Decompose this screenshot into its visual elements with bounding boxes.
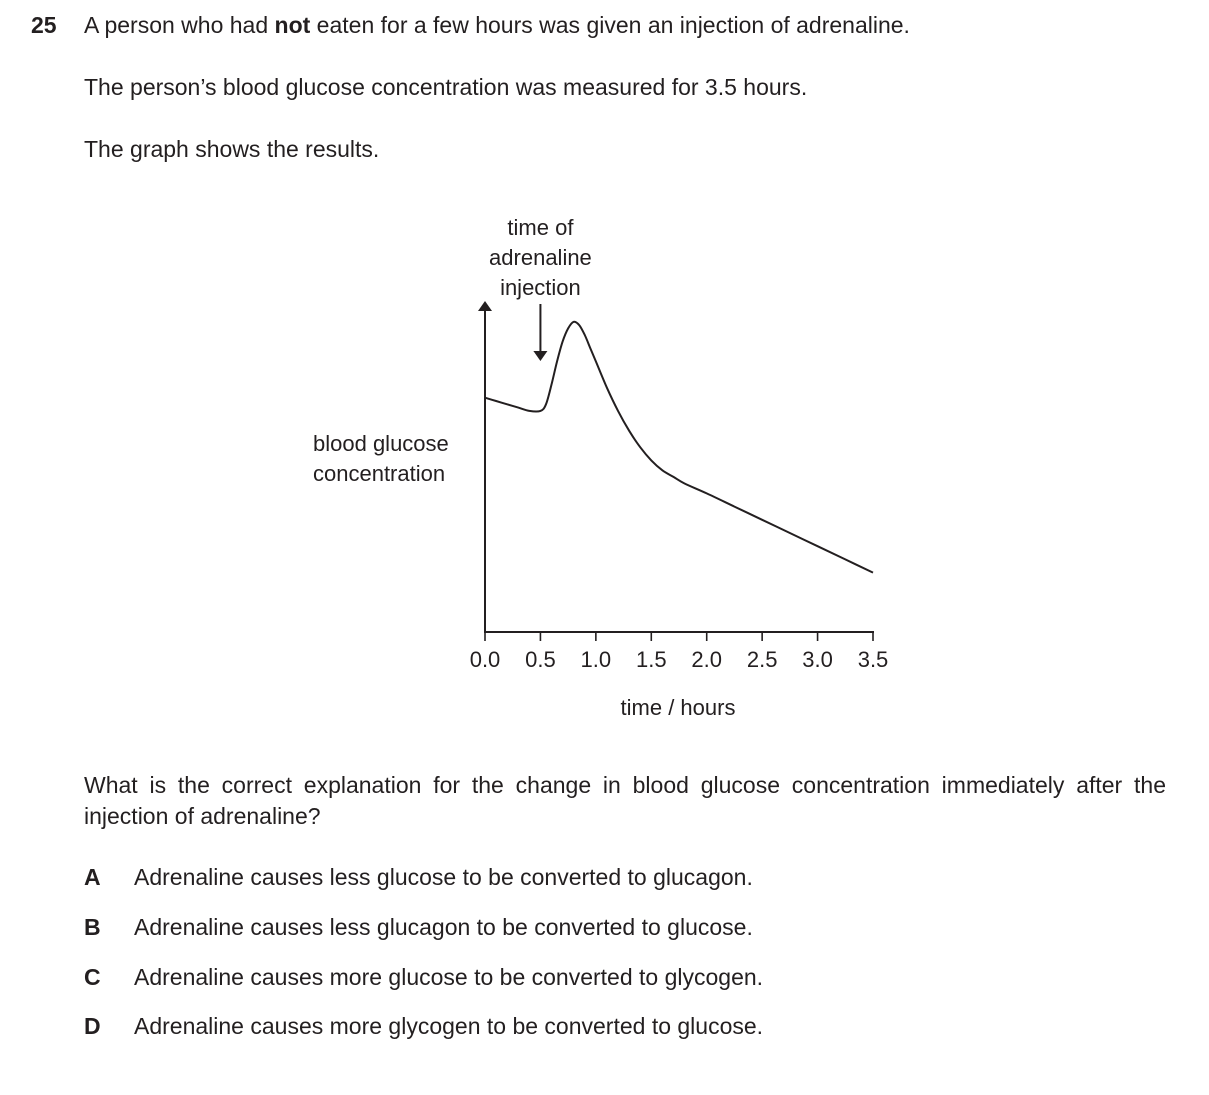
intro-text-1: A person who had: [84, 12, 275, 38]
y-axis-label: concentration: [313, 461, 446, 486]
option-letter: C: [84, 964, 101, 990]
x-axis-label: time / hours: [620, 695, 736, 720]
glucose-curve: [485, 322, 873, 573]
option-text: Adrenaline causes more glycogen to be converted to glucose.: [134, 1013, 764, 1039]
x-tick-label: 1.0: [580, 647, 612, 672]
x-tick-label: 2.5: [746, 647, 778, 672]
intro-text-2: eaten for a few hours was given an injection of adrenaline.: [310, 12, 910, 38]
option-a[interactable]: [84, 862, 753, 893]
question-number: 25: [31, 12, 57, 38]
option-letter: B: [84, 914, 101, 940]
option-text: Adrenaline causes more glucose to be converted to glycogen.: [134, 964, 764, 990]
x-tick-label: 0.5: [525, 647, 556, 672]
question-line-2: The person’s blood glucose concentration was measured for 3.5 hours.: [84, 74, 808, 100]
x-tick-label: 3.0: [802, 647, 833, 672]
option-letter: D: [84, 1013, 101, 1039]
option-text: Adrenaline causes less glucose to be converted to glucagon.: [134, 864, 753, 890]
question-line-3: The graph shows the results.: [84, 136, 380, 162]
option-letter: A: [84, 864, 101, 890]
question-prompt: What is the correct explanation for the change in blood glucose concentration immediately after the injection of adrenaline?: [84, 772, 1166, 829]
annotation-label: time of: [507, 215, 574, 240]
x-tick-label: 3.5: [857, 647, 889, 672]
option-text: Adrenaline causes less glucagon to be converted to glucose.: [134, 914, 753, 940]
x-tick-label: 2.0: [691, 647, 723, 672]
annotation-label: adrenaline: [489, 245, 592, 270]
intro-emphasis: not: [274, 12, 311, 38]
option-c[interactable]: [84, 962, 763, 993]
option-d[interactable]: [84, 1011, 763, 1042]
y-axis-label: blood glucose: [313, 431, 449, 456]
x-tick-label: 0.0: [469, 647, 501, 672]
x-tick-label: 1.5: [635, 647, 667, 672]
option-b[interactable]: [84, 912, 753, 943]
annotation-label: injection: [500, 275, 581, 300]
